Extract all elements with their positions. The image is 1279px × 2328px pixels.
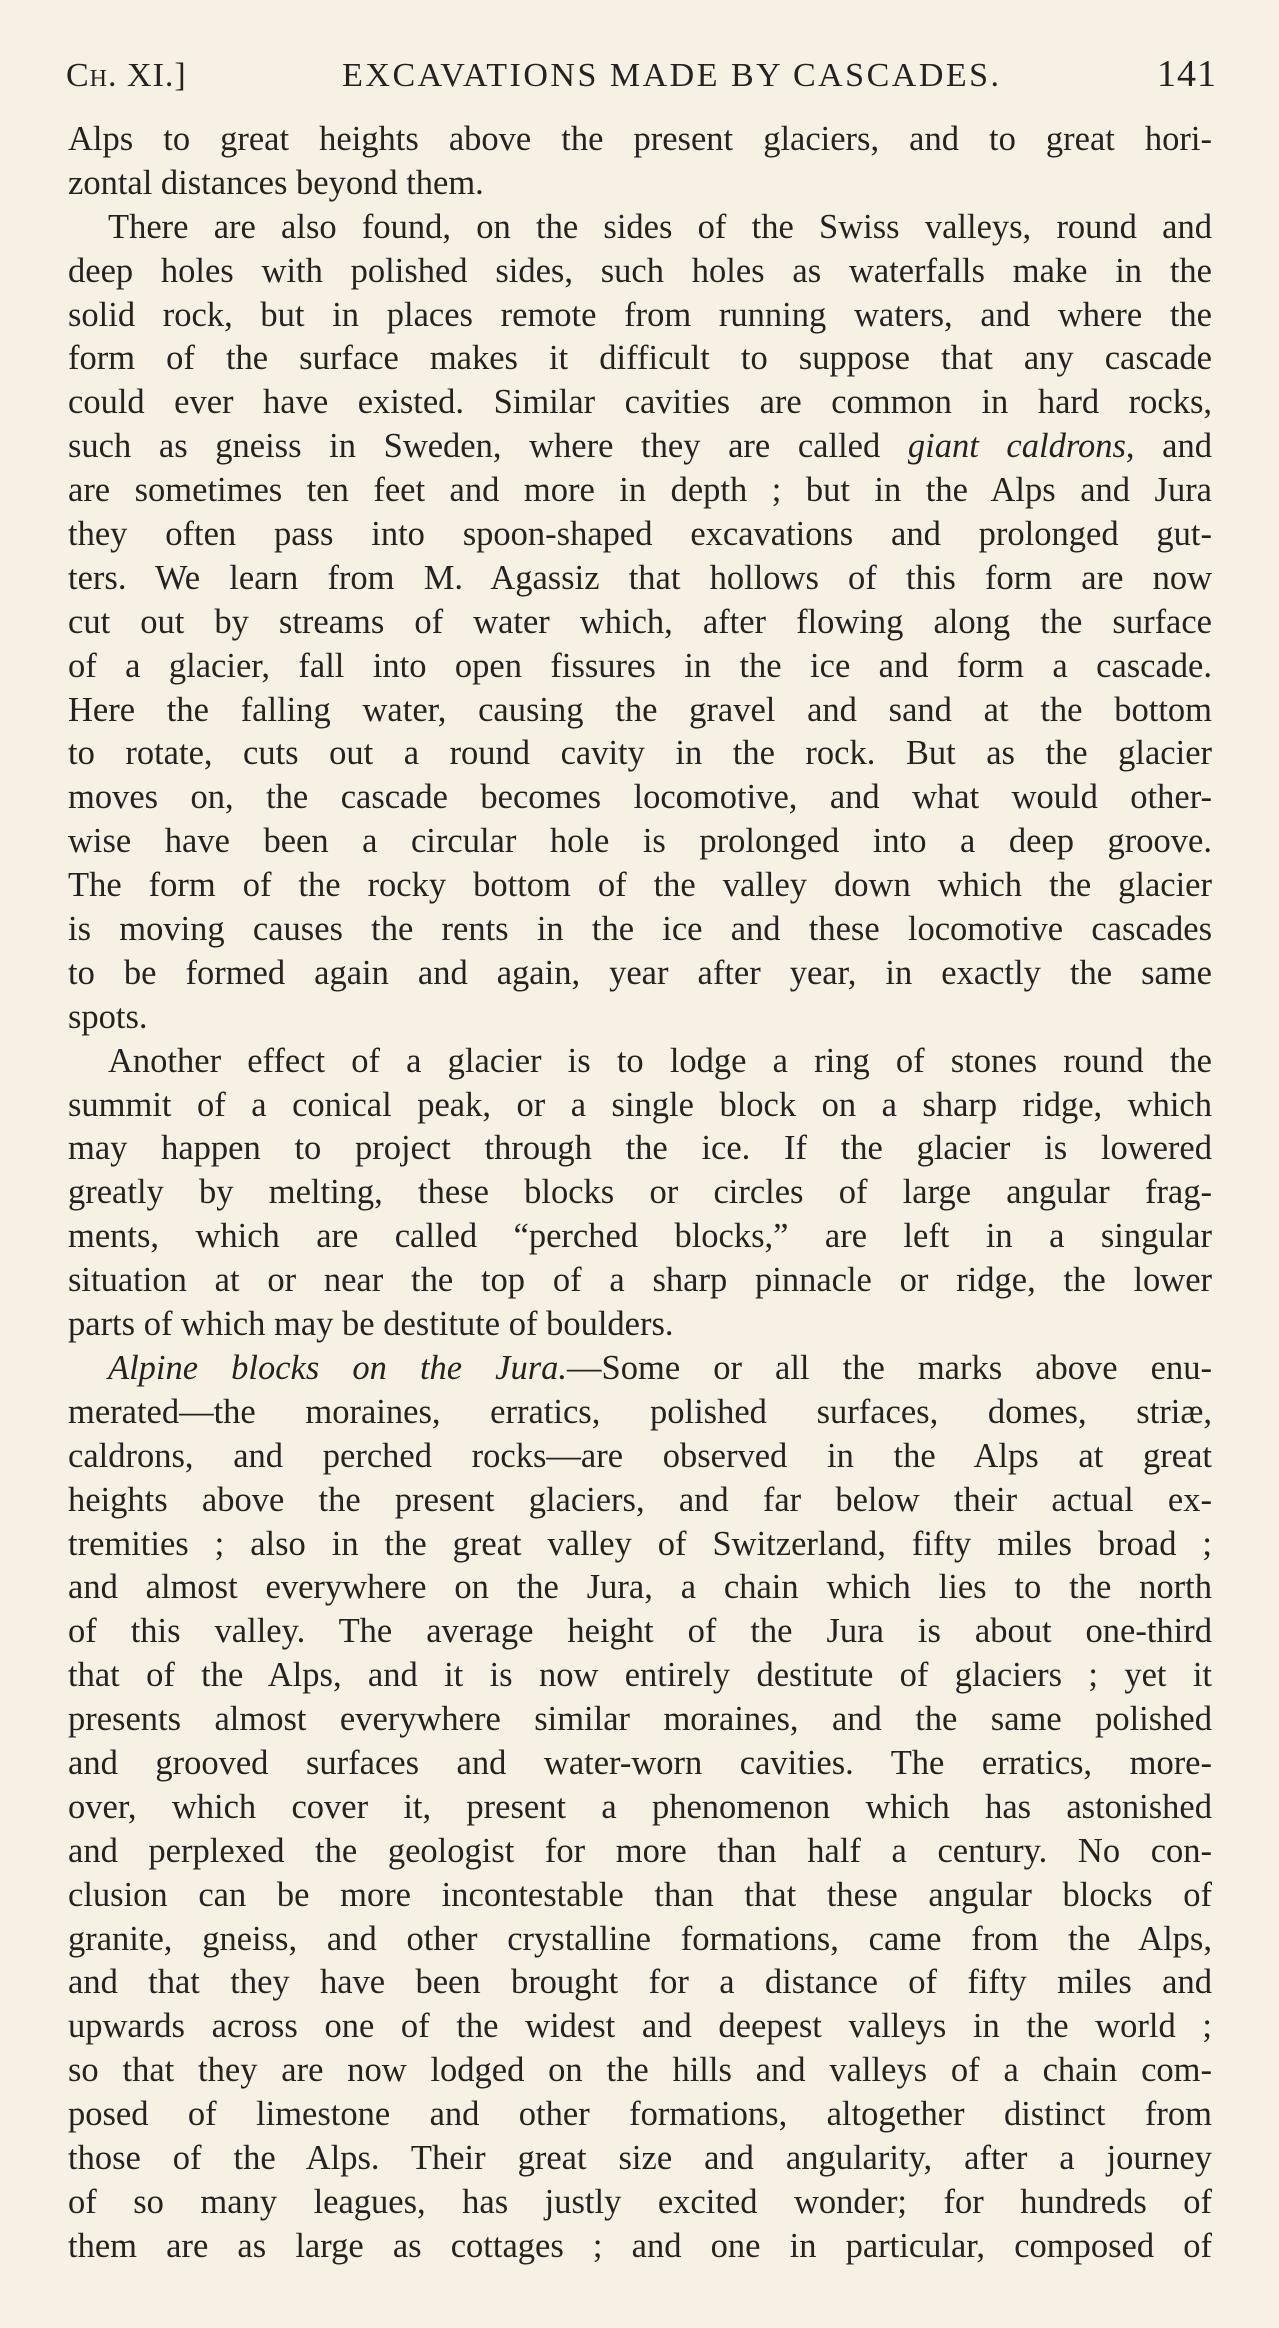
text-line (68, 425, 1212, 469)
section-heading: Alpine blocks on the Jura. (108, 1348, 568, 1387)
text-line: them are as large as cottages ; and one in particular, composed of (68, 2226, 1212, 2265)
text-line: that of the Alps, and it is now entirely destitute of glaciers ; yet it (68, 1656, 1212, 1695)
text-line: zontal distances beyond them. (68, 163, 484, 202)
text-line: Another effect of a glacier is to lodge a ring of stones round the (108, 1041, 1212, 1080)
text-line: of so many leagues, has justly excited wonder; for hundreds of (68, 2182, 1212, 2221)
text-line: of this valley. The average height of the Jura is about one-third (68, 1612, 1212, 1651)
text-line: so that they are now lodged on the hills and valleys of a chain com- (68, 2051, 1212, 2090)
text-line: greatly by melting, these blocks or circles of large angular frag- (68, 1173, 1212, 1212)
page-number: 141 (1156, 53, 1217, 95)
text-line: granite, gneiss, and other crystalline formations, came from the Alps, (68, 1919, 1212, 1958)
text-line: moves on, the cascade becomes locomotive, and what would other- (68, 778, 1212, 817)
text-line: to rotate, cuts out a round cavity in the rock. But as the glacier (68, 734, 1212, 773)
body-text (68, 118, 1212, 2269)
text-line: and almost everywhere on the Jura, a chain which lies to the north (68, 1568, 1212, 1607)
text-line: is moving causes the rents in the ice and these locomotive cascades (68, 910, 1212, 949)
chapter-marker: Ch. XI.] (66, 57, 187, 94)
text-line: are sometimes ten feet and more in depth ; but in the Alps and Jura (68, 471, 1212, 510)
text-line: they often pass into spoon-shaped excavations and prolonged gut- (68, 515, 1212, 554)
text-line: tremities ; also in the great valley of Switzerland, fifty miles broad ; (68, 1524, 1212, 1563)
text-line: Here the falling water, causing the gravel and sand at the bottom (68, 690, 1212, 729)
text-line: The form of the rocky bottom of the valley down which the glacier (68, 866, 1212, 905)
text-line: spots. (68, 997, 148, 1036)
text-line: cut out by streams of water which, after flowing along the surface (68, 602, 1212, 641)
text-line: wise have been a circular hole is prolonged into a deep groove. (68, 822, 1212, 861)
text-line: and grooved surfaces and water-worn cavities. The erratics, more- (68, 1743, 1212, 1782)
section-heading-line (68, 1347, 1212, 1391)
text-line: form of the surface makes it difficult to suppose that any cascade (68, 339, 1212, 378)
running-title: EXCAVATIONS MADE BY CASCADES. (342, 57, 1002, 94)
text-line: situation at or near the top of a sharp pinnacle or ridge, the lower (68, 1261, 1212, 1300)
text-line: parts of which may be destitute of boulders. (68, 1305, 674, 1344)
text-line: caldrons, and perched rocks—are observed in the Alps at great (68, 1436, 1212, 1475)
text-run: —Some or all the marks above enu- (567, 1348, 1212, 1387)
text-line: summit of a conical peak, or a single block on a sharp ridge, which (68, 1085, 1212, 1124)
text-line: solid rock, but in places remote from running waters, and where the (68, 295, 1212, 334)
text-line: and perplexed the geologist for more than half a century. No con- (68, 1831, 1212, 1870)
text-line: Alps to great heights above the present glaciers, and to great hori- (68, 120, 1212, 158)
text-line: to be formed again and again, year after year, in exactly the same (68, 953, 1212, 992)
text-line: There are also found, on the sides of the Swiss valleys, round and (108, 207, 1212, 246)
running-head (66, 52, 1217, 102)
text-line: presents almost everywhere similar moraines, and the same polished (68, 1700, 1212, 1739)
text-line: over, which cover it, present a phenomenon which has astonished (68, 1787, 1212, 1826)
text-line: heights above the present glaciers, and far below their actual ex- (68, 1480, 1212, 1519)
text-line: of a glacier, fall into open fissures in the ice and form a cascade. (68, 646, 1212, 685)
text-run: , and (1125, 427, 1212, 466)
text-line: ments, which are called “perched blocks,” are left in a singular (68, 1217, 1212, 1256)
text-line: may happen to project through the ice. If the glacier is lowered (68, 1129, 1212, 1168)
text-line: could ever have existed. Similar cavities are common in hard rocks, (68, 383, 1212, 422)
italic-term: giant caldrons (907, 427, 1126, 466)
text-line: ters. We learn from M. Agassiz that hollows of this form are now (68, 558, 1212, 597)
text-line: upwards across one of the widest and deepest valleys in the world ; (68, 2007, 1212, 2046)
text-line: and that they have been brought for a distance of fifty miles and (68, 1963, 1212, 2002)
text-line: merated—the moraines, erratics, polished surfaces, domes, striæ, (68, 1392, 1212, 1431)
text-line: posed of limestone and other formations, altogether distinct from (68, 2095, 1212, 2134)
text-line: deep holes with polished sides, such holes as waterfalls make in the (68, 251, 1212, 290)
text-line: those of the Alps. Their great size and angularity, after a journey (68, 2138, 1212, 2177)
text-run: such as gneiss in Sweden, where they are called (68, 427, 908, 466)
text-line: clusion can be more incontestable than that these angular blocks of (68, 1875, 1212, 1914)
